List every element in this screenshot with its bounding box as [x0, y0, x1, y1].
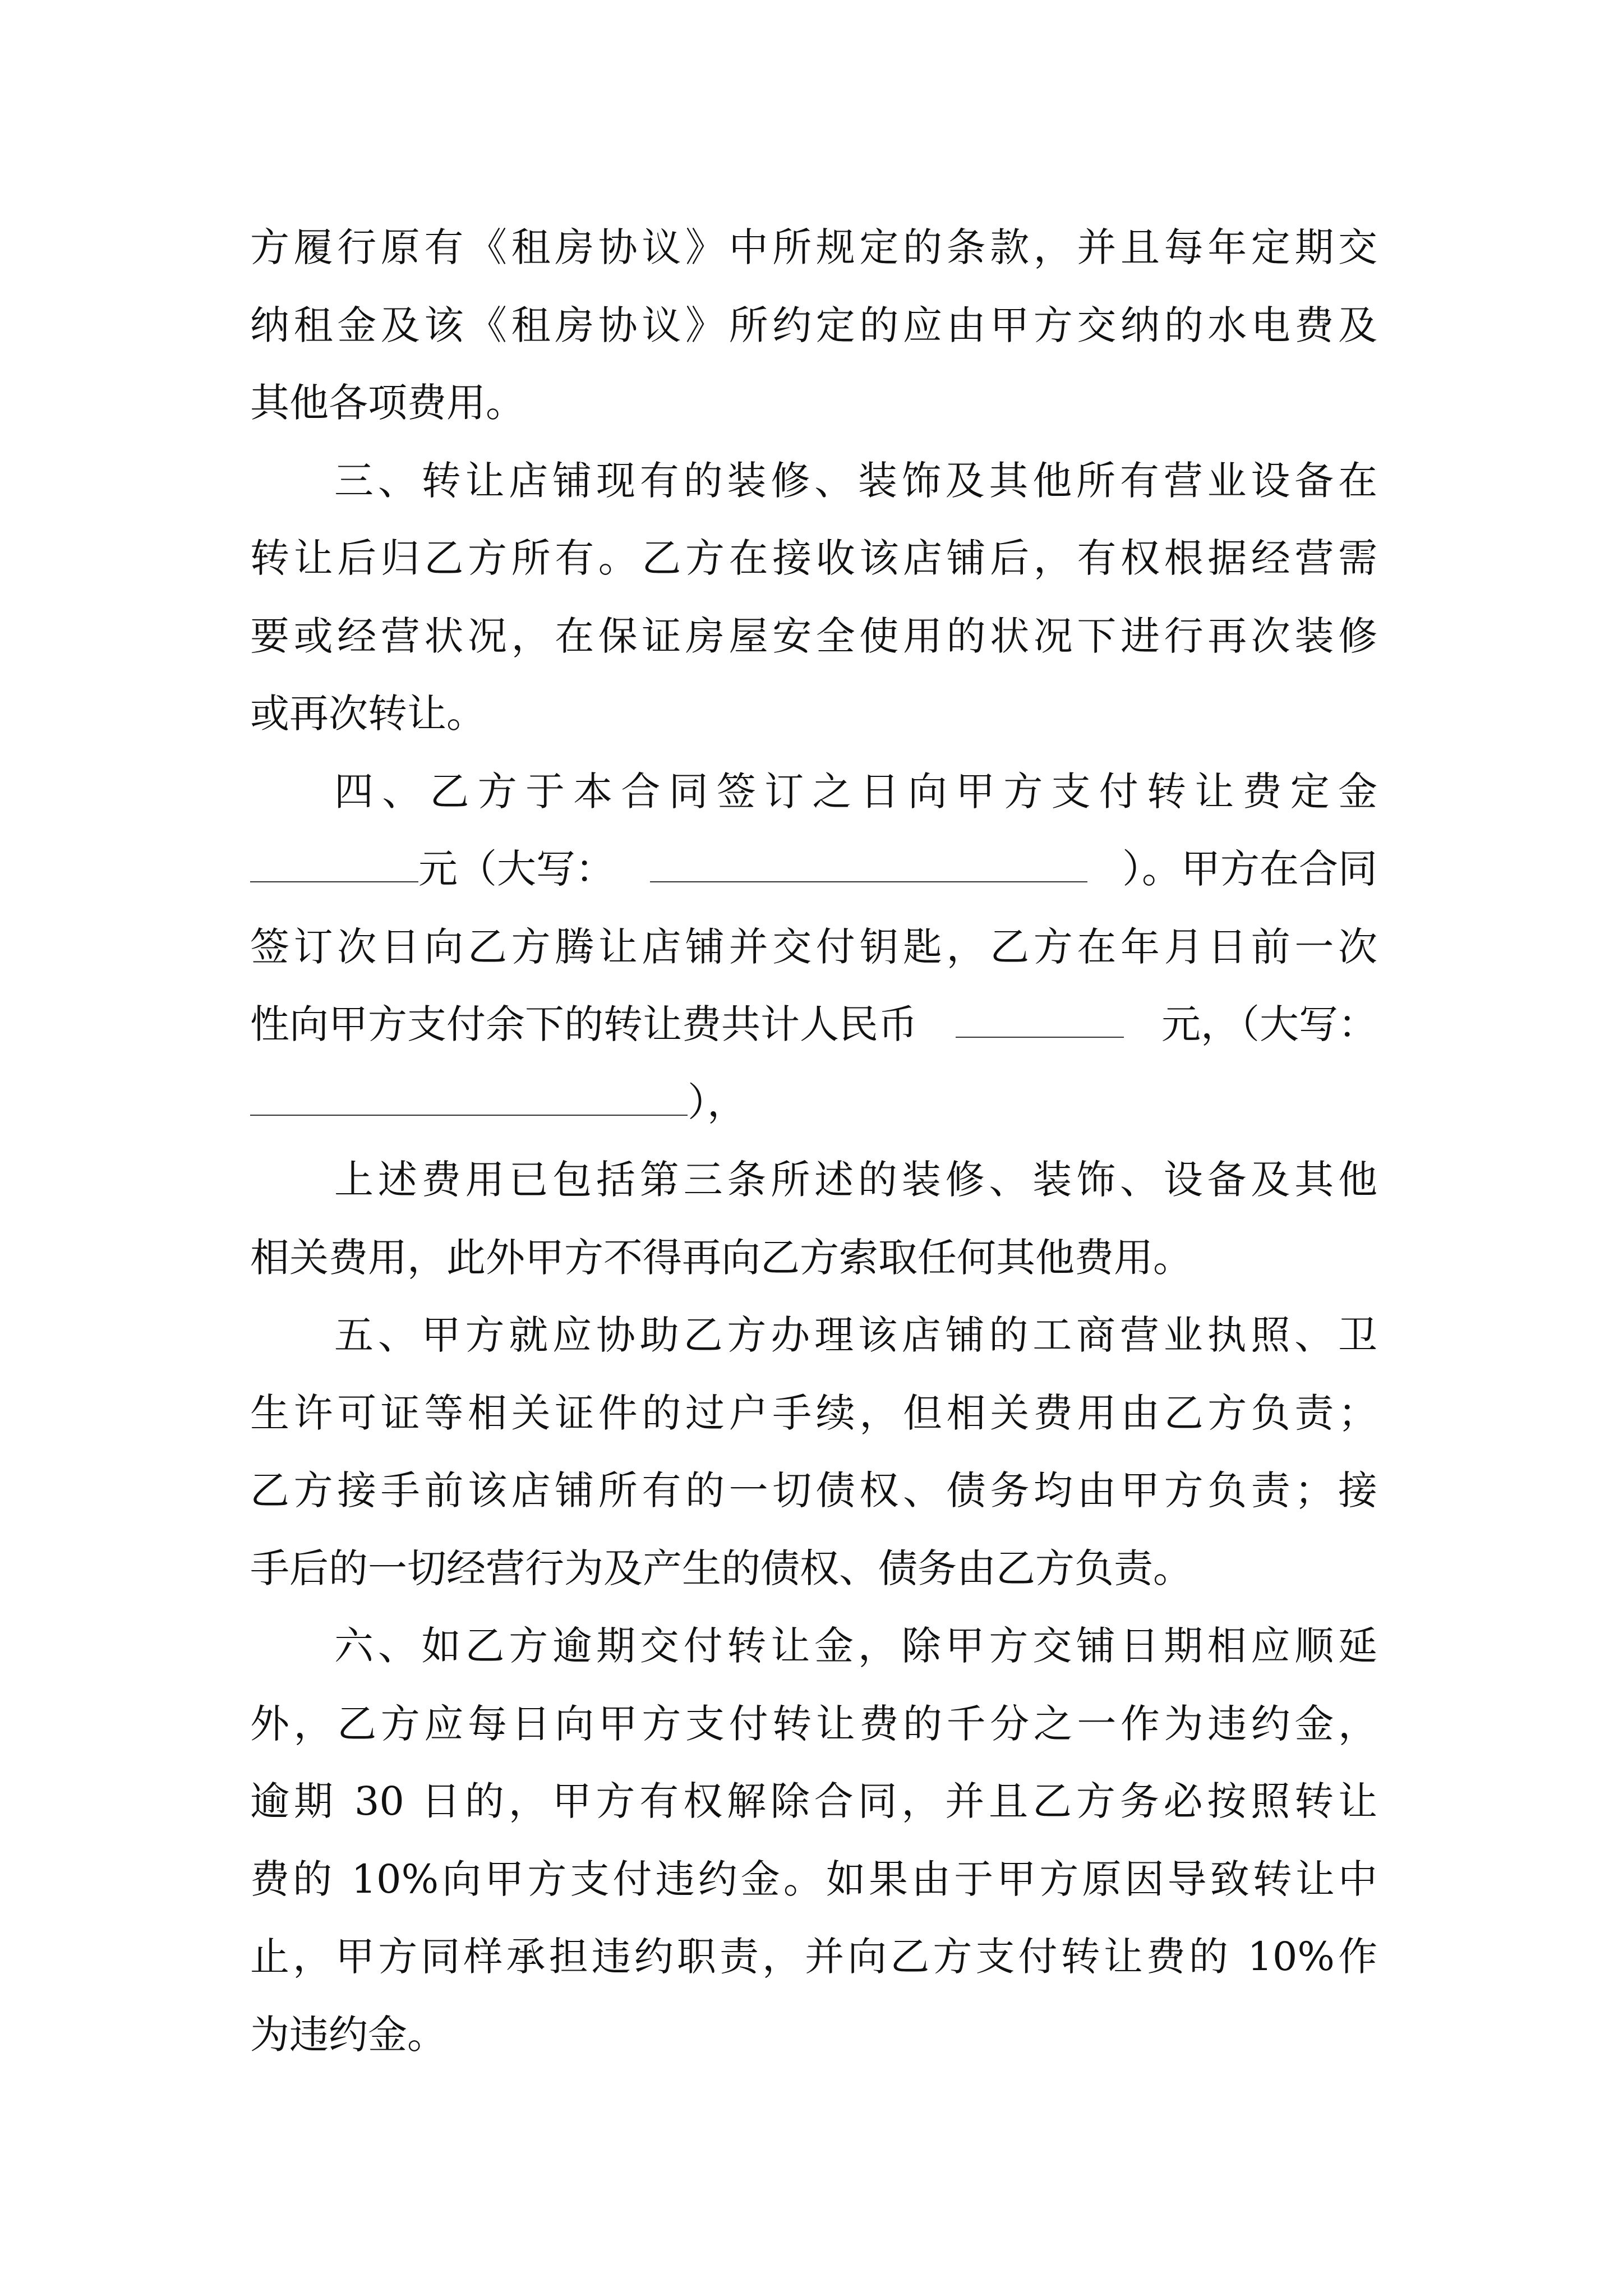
- text-line: 费的 10%向甲方支付违约金。如果由于甲方原因导致转让中: [250, 1856, 1377, 1902]
- text-line: 纳租金及该《租房协议》所约定的应由甲方交纳的水电费及: [250, 302, 1377, 348]
- text-line: 为违约金。: [250, 2011, 446, 2058]
- clause-4-start: 四、乙方于本合同签订之日向甲方支付转让费定金: [334, 768, 1377, 815]
- text-line: 止，甲方同样承担违约职责，并向乙方支付转让费的 10%作: [250, 1934, 1377, 1980]
- text-line: 签订次日向乙方腾让店铺并交付钥匙，乙方在年月日前一次: [250, 923, 1377, 970]
- text-line: 或再次转让。: [250, 691, 486, 737]
- fees-note-start: 上述费用已包括第三条所述的装修、装饰、设备及其他: [334, 1157, 1377, 1203]
- deposit-amount-words-blank: [650, 850, 1087, 882]
- text-fragment: 元（大写：: [418, 846, 615, 892]
- deposit-amount-group: [250, 830, 615, 908]
- remaining-fee-words-blank: [250, 1083, 688, 1116]
- clause-6-start: 六、如乙方逾期交付转让金，除甲方交铺日期相应顺延: [334, 1623, 1377, 1669]
- text-line: 外，乙方应每日向甲方支付转让费的千分之一作为违约金，: [250, 1700, 1377, 1747]
- document-body: [250, 209, 1377, 2073]
- remaining-fee-words-line: [250, 1064, 1377, 1142]
- text-line: 乙方接手前该店铺所有的一切债权、债务均由甲方负责；接: [250, 1467, 1377, 1513]
- remaining-fee-line: [250, 986, 1377, 1064]
- text-line: 逾期 30 日的，甲方有权解除合同，并且乙方务必按照转让: [250, 1778, 1377, 1824]
- clause-5-start: 五、甲方就应协助乙方办理该店铺的工商营业执照、卫: [334, 1312, 1377, 1358]
- text-line: 生许可证等相关证件的过户手续，但相关费用由乙方负责；: [250, 1389, 1377, 1436]
- text-line: 转让后归乙方所有。乙方在接收该店铺后，有权根据经营需: [250, 535, 1377, 581]
- deposit-amount-blank: [250, 850, 418, 882]
- text-fragment: ）。甲方在合同: [1122, 846, 1377, 892]
- text-fragment: ），: [688, 1079, 746, 1125]
- text-fragment: 性向甲方支付余下的转让费共计人民币: [250, 1001, 917, 1047]
- text-line: 要或经营状况，在保证房屋安全使用的状况下进行再次装修: [250, 613, 1377, 659]
- text-line: 其他各项费用。: [250, 380, 525, 426]
- text-line: 相关费用，此外甲方不得再向乙方索取任何其他费用。: [250, 1234, 1192, 1281]
- clause-3-start: 三、转让店铺现有的装修、装饰及其他所有营业设备在: [334, 457, 1377, 504]
- deposit-line: [250, 830, 1377, 908]
- text-line: 手后的一切经营行为及产生的债权、债务由乙方负责。: [250, 1545, 1192, 1591]
- text-line: 方履行原有《租房协议》中所规定的条款，并且每年定期交: [250, 224, 1377, 270]
- remaining-fee-blank: [956, 1005, 1124, 1038]
- text-fragment: 元，（大写：: [1161, 1001, 1377, 1047]
